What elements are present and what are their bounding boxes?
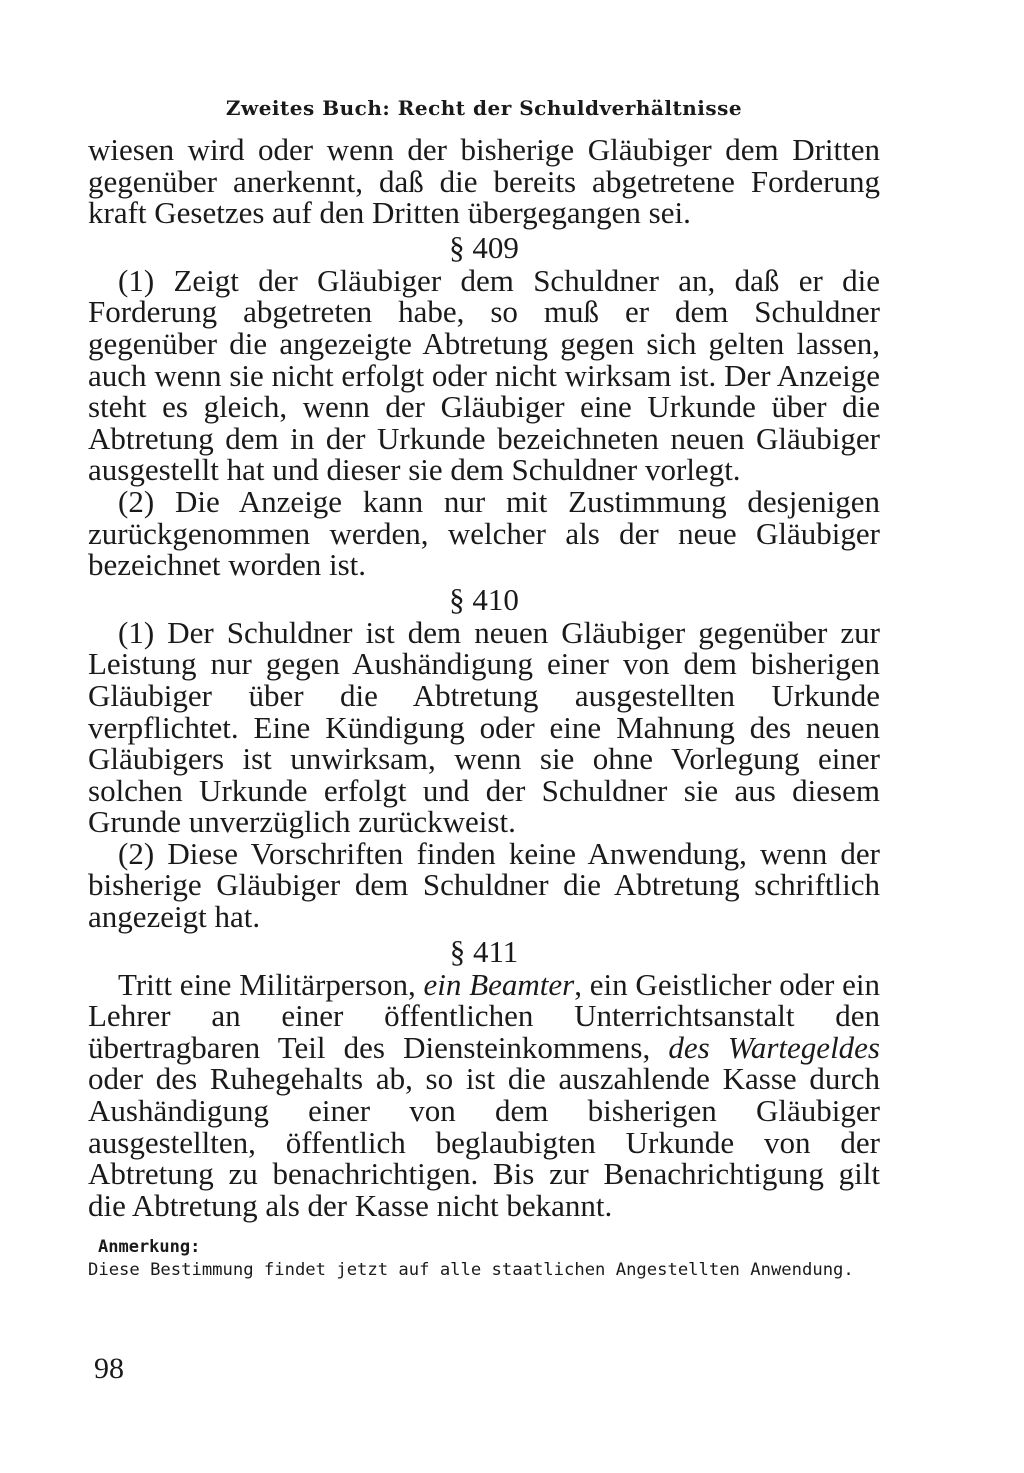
note-text: Diese Bestimmung findet jetzt auf alle staatlichen Angestellten Anwendung. — [88, 1260, 854, 1281]
page-number: 98 — [94, 1352, 124, 1385]
section-411-emphasis-2: des Wartegeldes — [668, 1029, 881, 1065]
section-411-text-part-2: , ein Geistlicher oder ein Lehrer an einer öffentlichen Unterrichtsanstalt den übertragbaren Teil des Diensteinkommens, — [88, 966, 880, 1065]
section-411-text-part-1: Tritt eine Militärperson, — [118, 966, 424, 1002]
section-heading-411: § 411 — [449, 933, 519, 969]
section-411-paragraph — [88, 966, 881, 1223]
section-heading-410: § 410 — [449, 581, 519, 617]
page — [88, 96, 880, 1282]
section-410-paragraph-2: (2) Diese Vorschriften finden keine Anwendung, wenn der bisherige Gläubiger dem Schuldner die Abtretung schriftlich angezeigt hat. — [88, 835, 880, 935]
note-title: Anmerkung: — [98, 1237, 201, 1258]
section-heading-409: § 409 — [449, 229, 519, 265]
running-header: Zweites Buch: Recht der Schuldverhältnisse — [225, 96, 743, 120]
section-409-paragraph-2: (2) Die Anzeige kann nur mit Zustimmung desjenigen zurückgenommen werden, welcher als der neue Gläubiger bezeichnet worden ist. — [88, 483, 880, 583]
section-410-paragraph-1: (1) Der Schuldner ist dem neuen Gläubiger gegenüber zur Leistung nur gegen Aushändigung einer von dem bisherigen Gläubiger über die Abtretung ausgestellten Urkunde verpflichtet. Eine Kündigung oder eine Mahnung des neuen Gläubigers ist unwirksam, wenn sie ohne Vorlegung einer solchen Urkunde erfolgt und der Schuldner sie aus diesem Grunde unverzüglich zurückweist. — [88, 614, 880, 840]
section-411-text-part-3: oder des Ruhegehalts ab, so ist die auszahlende Kasse durch Aushändigung einer von dem bisherigen Gläubiger ausgestellten, öffentlich beglaubigten Urkunde von der Abtretung zu benachrichtigen. Bis zur Benachrichtigung gilt die Abtretung als der Kasse nicht bekannt. — [88, 1061, 880, 1223]
section-411-emphasis-1: ein Beamter — [423, 966, 575, 1002]
section-409-paragraph-1: (1) Zeigt der Gläubiger dem Schuldner an, daß er die Forderung abgetreten habe, so muß er dem Schuldner gegenüber die angezeigte Abtretung gegen sich gelten lassen, auch wenn sie nicht erfolgt oder nicht wirksam ist. Der Anzeige steht es gleich, wenn der Gläubiger eine Urkunde über die Abtretung dem in der Urkunde bezeichneten neuen Gläubiger ausgestellt hat und dieser sie dem Schuldner vorlegt. — [88, 262, 880, 488]
continuation-paragraph: wiesen wird oder wenn der bisherige Gläubiger dem Dritten gegenüber anerkennt, daß die bereits abgetretene Forderung kraft Gesetzes auf den Dritten übergegangen sei. — [88, 132, 880, 231]
